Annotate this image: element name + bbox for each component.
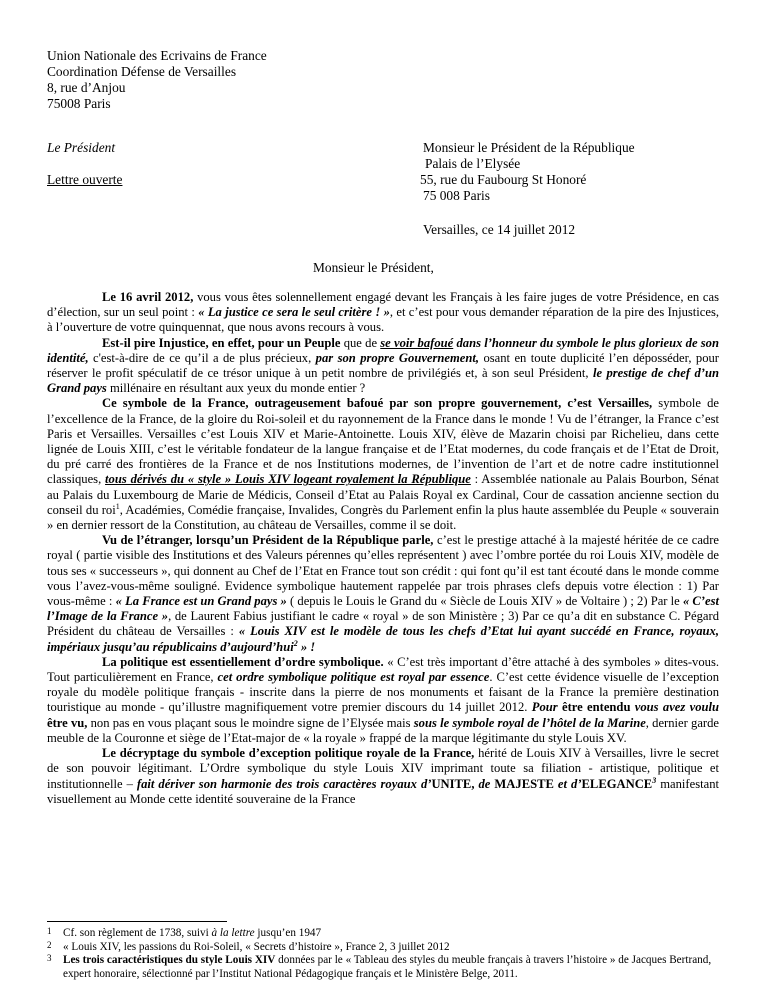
footnote-1 (47, 927, 719, 941)
p2-bold-italic-1: dans l’honneur du symbole le plus glorieux de son identité, (47, 335, 719, 365)
p1-text-2: , et c’est pour vous demander réparation de la pire des Injustices, à l’ouverture de votre quinquennat, que nous avons recours à vous. (47, 305, 719, 335)
p6-bold-italic-1: fait dériver son harmonie des trois caractères royaux d’ (136, 776, 432, 791)
paragraph-1 (47, 290, 719, 336)
p2-text-4: millénaire en résultant aux yeux du monde entier ? (106, 381, 366, 396)
p6-bold-1: Le décryptage du symbole d’exception politique royale de la France, (102, 746, 475, 761)
p6-bold-italic-2: de (474, 776, 495, 791)
p5-bold-italic-3: vous avez voulu (634, 700, 720, 715)
letter-body (47, 290, 719, 807)
letter-date: Versailles, ce 14 juillet 2012 (423, 222, 576, 237)
p2-text-3: osant en toute duplicité l’en déposséder, pour réserver le profit spéculatif de ce trésor unique à un petit nombre de privilégiés et, à son seul Président, (47, 350, 719, 381)
p5-text-1: « C’est très important d’être attaché à des symboles » dites-vous. Tout particulièrement en France, (47, 654, 720, 685)
footnote-number: 2 (47, 939, 52, 950)
president-label: Le Président (47, 140, 116, 155)
paragraph-3 (47, 396, 719, 533)
footnote-ref-2[interactable]: 2 (293, 638, 298, 648)
footnote-text: « Louis XIV, les passions du Roi-Soleil, « Secrets d’histoire », France 2, 3 juillet 2012 (63, 940, 450, 953)
footnote-3 (47, 954, 719, 981)
footnote-2 (47, 941, 719, 955)
p6-bold-italic-3: et d’ (553, 776, 582, 791)
p5-text-3: non pas en vous plaçant sous le moindre signe de l’Elysée mais (87, 715, 414, 730)
sender-line-4: 75008 Paris (47, 96, 111, 111)
p6-bold-4: ELEGANCE (581, 776, 653, 791)
p6-text-2: manifestant visuellement au Monde cette identité souveraine de la France (47, 776, 719, 806)
footnote-text: Cf. son règlement de 1738, suivi (63, 927, 212, 939)
p4-bold-italic-1: « La France est un Grand pays » (115, 594, 287, 609)
p3-bold-1: Ce symbole de la France, outrageusement bafoué par son propre gouvernement, c’est Versailles, (102, 396, 653, 411)
p1-quote: « La justice ce sera le seul critère ! » (198, 305, 390, 320)
footnote-number: 3 (47, 953, 52, 963)
p4-bold-italic-4: » ! (297, 639, 316, 654)
footnote-bold: Les trois caractéristiques du style Louis XIV (63, 954, 276, 966)
footnote-number: 1 (47, 926, 52, 936)
p1-text-1: vous vous êtes solennellement engagé devant les Français à les faire juges de votre Présidence, en cas d’élection, sur un seul point : (47, 290, 719, 320)
footnote-text: données par le « Tableau des styles du meuble français à travers l’histoire » de Jacques Bertrand, expert honoraire, sélectionné par l’Institut National Pédagogique français et le Ministère Belge, 2011. (63, 954, 712, 980)
footnote-text: jusqu’en 1947 (254, 927, 322, 939)
footnote-ref-3[interactable]: 3 (652, 775, 657, 785)
paragraph-2 (47, 336, 719, 397)
recipient-address (420, 140, 635, 204)
sender-line-1: Union Nationale des Ecrivains de France (47, 48, 267, 63)
recipient-line-2: Palais de l’Elysée (425, 156, 521, 171)
paragraph-4 (47, 533, 719, 655)
p4-bold-1: Vu de l’étranger, lorsqu’un Président de la République parle, (102, 533, 434, 548)
p3-text-2: : Assemblée nationale au Palais Bourbon, Sénat au Palais du Luxembourg de Marie de Médicis, Conseil d’Etat au Palais Royal ex Cardinal, Cour de cassation ancienne section du conseil du roi (47, 472, 720, 517)
paragraph-6 (47, 746, 719, 807)
p3-underlined: tous dérivés du « style » Louis XIV logeant royalement la République (105, 472, 471, 487)
p4-text-2: ( depuis le Louis le Grand du « Siècle de Louis XIV » de Voltaire ) ; 2) Par le (286, 594, 683, 609)
p3-text-1: symbole de l’excellence de la France, de la gloire du Roi-soleil et du rayonnement de la France dans le monde ! Vu de l’étranger, la France c’est Paris et Versailles. Versailles c’est Louis XIV et Marie-Antoinette. Louis XIV, élève de Mazarin choisi par Richelieu, dans cette lignée de Louis XIII, c’est le véritable fondateur de la langue française et de l’Etat modernes, du code français et de l’Etat de Droit, du pré carré des frontières de la France et de nos Institutions modernes, de l’invention de l’art et de notre cadre institutionnel classiques, (47, 396, 719, 487)
p2-text-1: que de (340, 335, 381, 350)
p4-text-1: c’est le prestige attaché à la majesté héritée de ce cadre royal ( partie visible des Institutions et des Valeurs pérennes qu’elles représentent ) avec l’ombre portée du roi Louis XIV, modèle de tous ses « successeurs », qui donnent au Chef de l’Etat en France tout son crédit : qui font qu’il est tant écouté dans le monde comme vous l’avez-vous-même souligné. Evidence symbolique hautement rappelée par trois phrases clefs depuis votre élection : 1) Par vous-même : (47, 533, 719, 609)
p2-text-2: c'est-à-dire de ce qu’il a de plus précieux, (88, 350, 316, 365)
sender-line-3: 8, rue d’Anjou (47, 80, 126, 95)
open-letter-label: Lettre ouverte (47, 172, 123, 187)
footnote-italic: à la lettre (211, 927, 255, 939)
recipient-line-4: 75 008 Paris (423, 188, 490, 203)
p5-bold-2: être entendu (557, 700, 635, 715)
p3-text-3: , Académies, Comédie française, Invalides, Congrès du Parlement enfin la plus haute assemblée du Peuple « souverain » en dernier ressort de la Constitution, au château de Versailles, comme il se doit. (47, 502, 719, 533)
p5-bold-italic-2: Pour (531, 700, 558, 715)
p2-bold-1: Est-il pire Injustice, en effet, pour un Peuple (102, 335, 341, 350)
p5-bold-italic-1: cet ordre symbolique politique est royal par essence (217, 670, 490, 685)
p4-bold-italic-3: « Louis XIV est le modèle de tous les chefs d’Etat lui ayant succédé en France, royaux, impériaux jusqu’au républicains d’aujourd’hui (47, 624, 719, 654)
p6-bold-3: MAJESTE (494, 776, 554, 791)
p5-bold-italic-4: sous le symbole royal de l’hôtel de la Marine (413, 715, 646, 730)
p6-bold-2: UNITE, (431, 776, 475, 791)
p5-text-4: , dernier garde meuble de la Couronne et siège de l’Etat-major de « la royale » frappé de la marque légitimante du style Louis XV. (47, 715, 719, 745)
p2-bold-italic-2: par son propre Gouvernement, (315, 350, 480, 365)
recipient-line-1: Monsieur le Président de la République (423, 140, 635, 155)
paragraph-5 (47, 655, 719, 746)
footnote-ref-1[interactable]: 1 (115, 501, 120, 511)
p4-bold-italic-2: « C’est l’Image de la France » (47, 594, 719, 624)
p1-bold-1: Le 16 avril 2012, (102, 290, 194, 304)
p6-text-1: hérité de Louis XIV à Versailles, livre le secret de son pouvoir légitimant. L’Ordre symbolique du style Louis XIV imprimant toute sa filiation - artistique, politique et institutionnelle – (47, 746, 719, 791)
salutation: Monsieur le Président, (313, 260, 434, 275)
p2-underlined: se voir bafoué (380, 335, 454, 350)
footnotes (47, 927, 719, 981)
footnote-divider (47, 921, 227, 922)
p5-bold-3: être vu, (47, 715, 88, 730)
p4-text-3: , de Laurent Fabius justifiant le cadre « royal » de son Ministère ; 3) Par ce qu’a dit en substance C. Pégard Président du château de Versailles : (47, 609, 720, 639)
recipient-line-3: 55, rue du Faubourg St Honoré (420, 172, 587, 187)
sender-line-2: Coordination Défense de Versailles (47, 64, 237, 79)
p5-text-2: . C’est cette évidence visuelle de l’exception royale du modèle politique français - inscrite dans la pierre de nos monuments et faisant de la France la première destination touristique au monde - qu’illustre magnifiquement votre premier discours du 14 juillet 2012. (47, 670, 720, 715)
p5-bold-1: La politique est essentiellement d’ordre symbolique. (102, 654, 384, 669)
p2-bold-italic-3: le prestige de chef d’un Grand pays (47, 366, 719, 396)
